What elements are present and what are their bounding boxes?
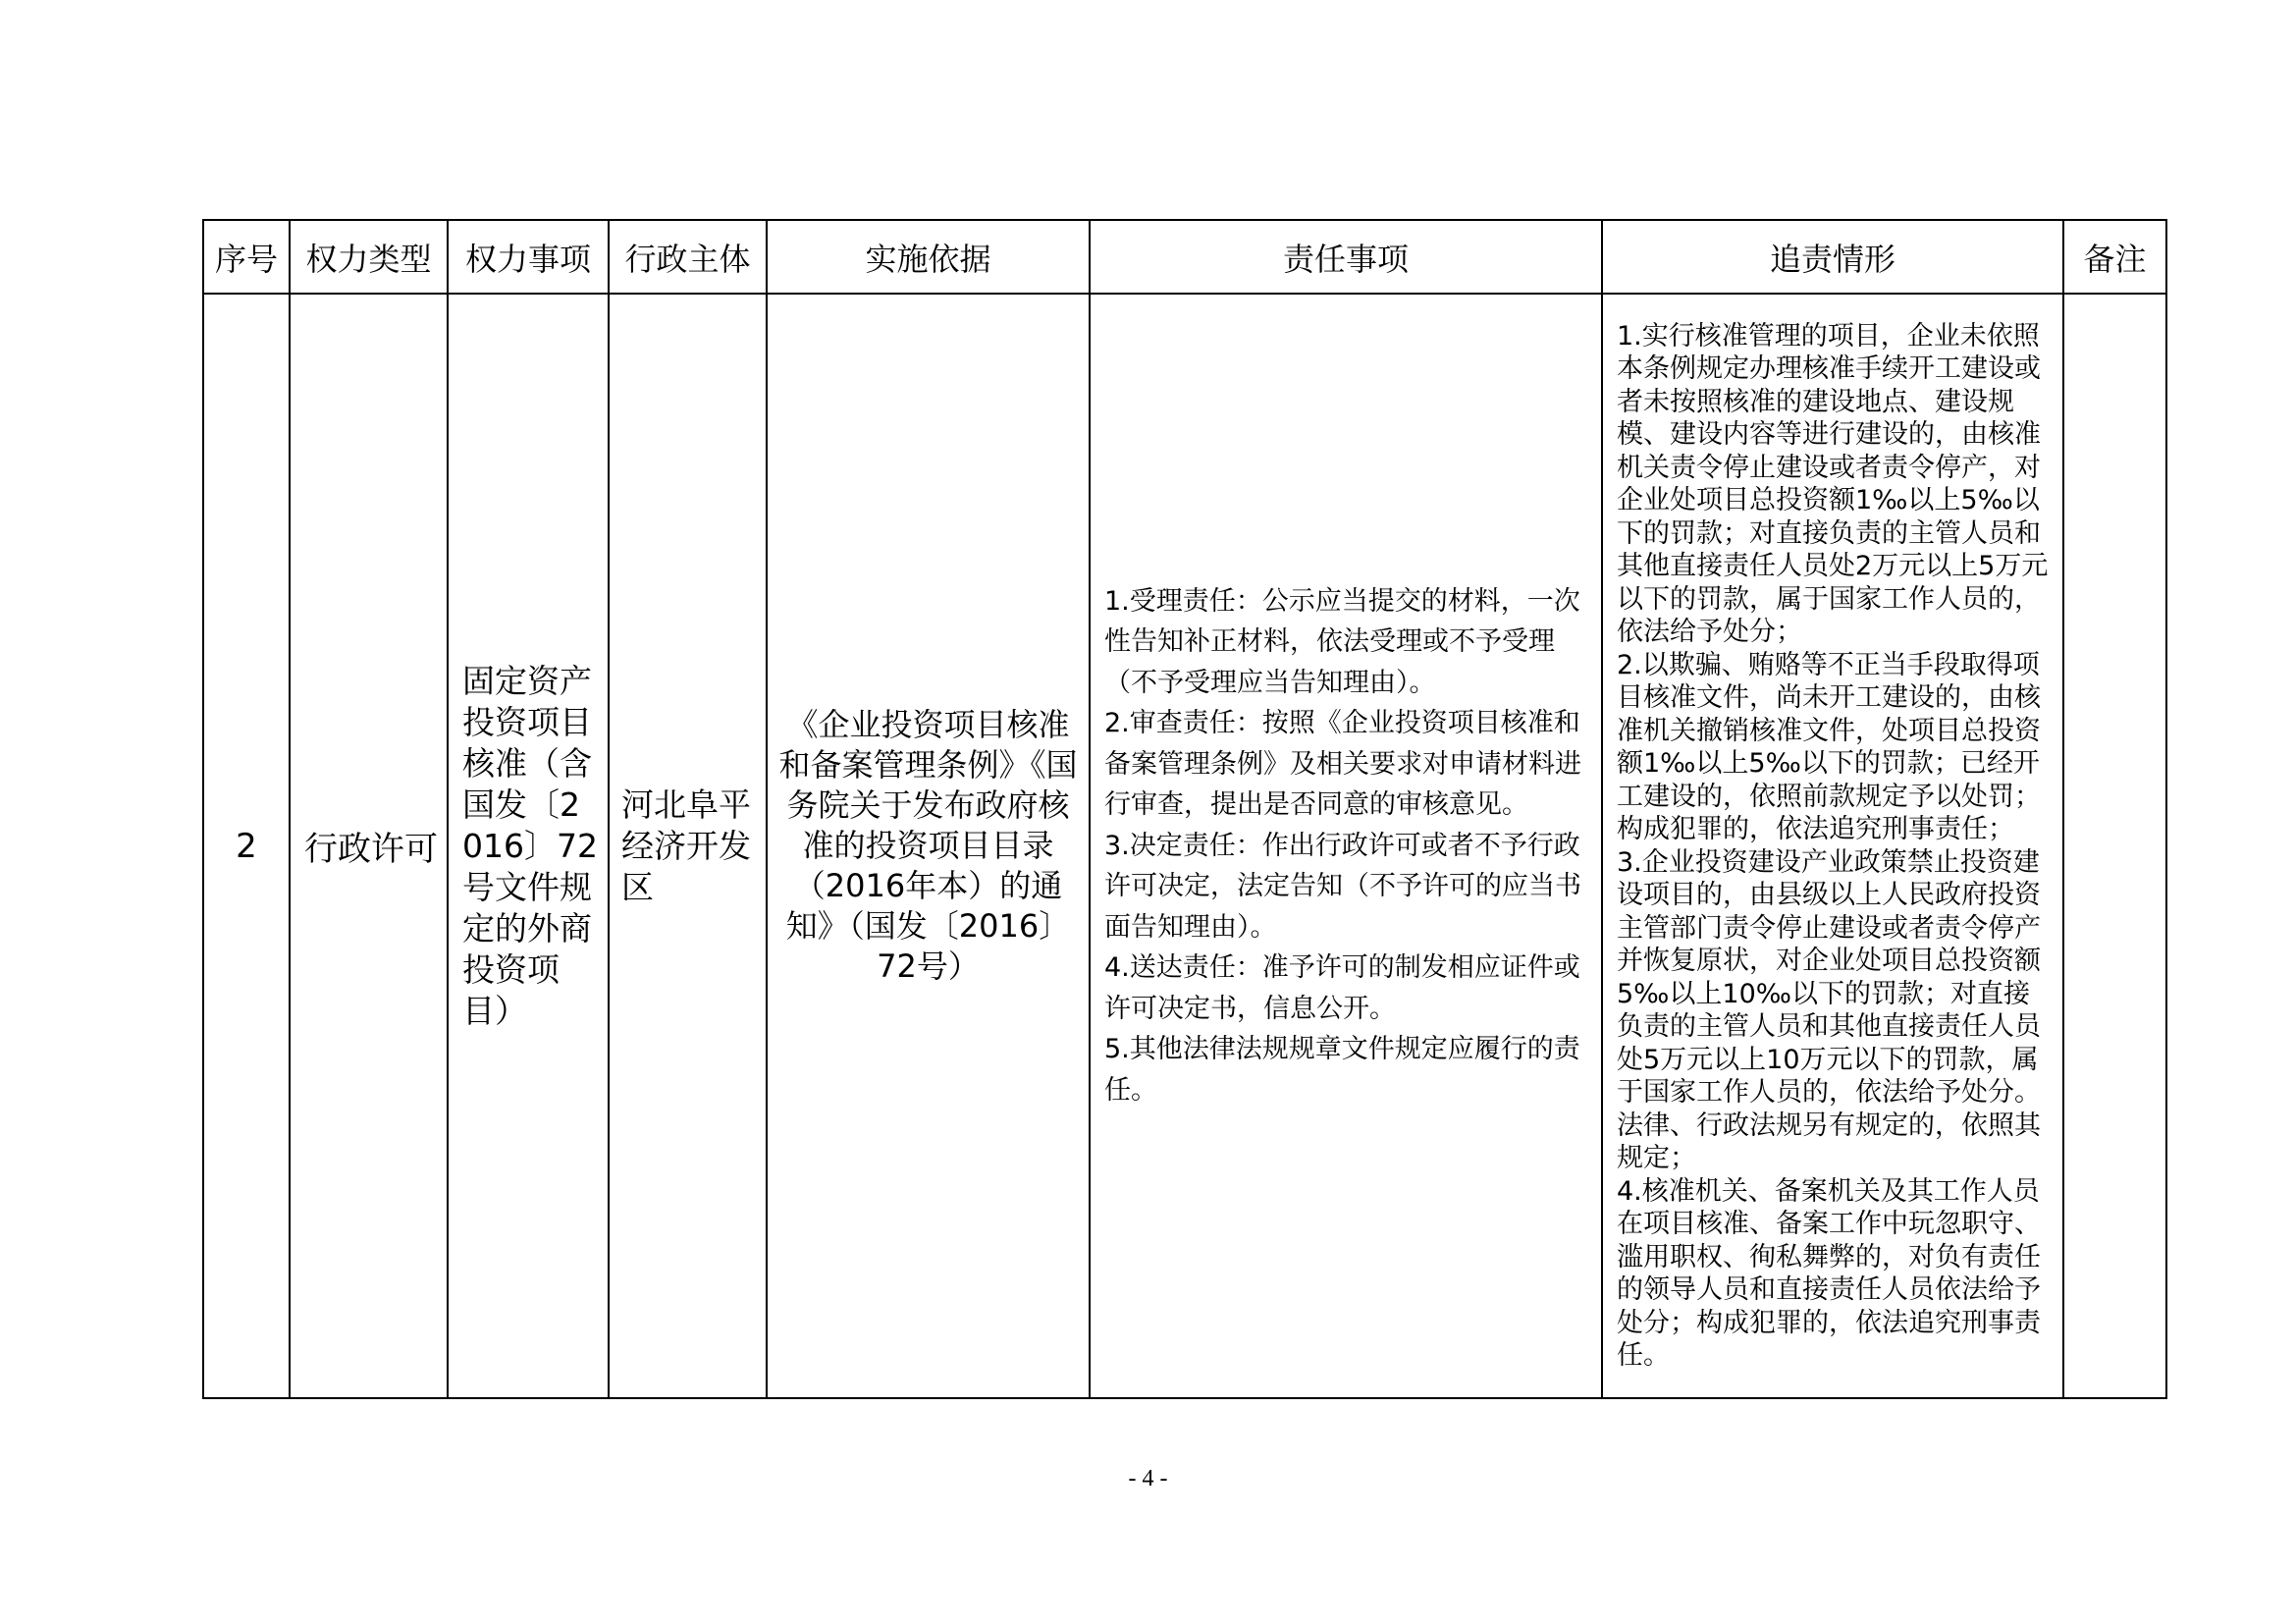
page-number: - 4 - xyxy=(1128,1466,1168,1491)
header-remark: 备注 xyxy=(2063,220,2166,294)
accountability-item: 3.企业投资建设产业政策禁止投资建设项目的，由县级以上人民政府投资主管部门责令停止建设或者责令停产并恢复原状，对企业处项目总投资额5‰以上10‰以下的罚款；对直接负责的主管人员和其他直接责任人员处5万元以上10万元以下的罚款，属于国家工作人员的，依法给予处分。法律、行政法规另有规定的，依照其规定； xyxy=(1617,846,2041,1173)
cell-accountability xyxy=(1602,294,2063,1398)
table-header-row xyxy=(203,220,2166,294)
power-list-table xyxy=(202,219,2167,1399)
header-accountability: 追责情形 xyxy=(1602,220,2063,294)
cell-power-item: 固定资产投资项目核准（含国发〔2016〕72号文件规定的外商投资项目） xyxy=(448,294,609,1398)
header-power-type: 权力类型 xyxy=(290,220,448,294)
duty-item: 1.受理责任：公示应当提交的材料，一次性告知补正材料，依法受理或不予受理（不予受理应当告知理由）。 xyxy=(1104,585,1580,698)
cell-remark xyxy=(2063,294,2166,1398)
duty-item: 5.其他法律法规规章文件规定应履行的责任。 xyxy=(1104,1034,1580,1106)
header-seq: 序号 xyxy=(203,220,290,294)
cell-duties xyxy=(1090,294,1602,1398)
header-legal-basis: 实施依据 xyxy=(767,220,1090,294)
table-row xyxy=(203,294,2166,1398)
duty-item: 3.决定责任：作出行政许可或者不予行政许可决定，法定告知（不予许可的应当书面告知理由）。 xyxy=(1104,830,1581,943)
cell-admin-subject: 河北阜平经济开发区 xyxy=(609,294,767,1398)
accountability-item: 4.核准机关、备案机关及其工作人员在项目核准、备案工作中玩忽职守、滥用职权、徇私舞弊的，对负有责任的领导人员和直接责任人员依法给予处分；构成犯罪的，依法追究刑事责任。 xyxy=(1617,1175,2041,1371)
cell-legal-basis: 《企业投资项目核准和备案管理条例》《国务院关于发布政府核准的投资项目目录（2016年本）的通知》（国发〔2016〕72号） xyxy=(767,294,1090,1398)
duty-item: 2.审查责任：按照《企业投资项目核准和备案管理条例》及相关要求对申请材料进行审查，提出是否同意的审核意见。 xyxy=(1104,708,1581,821)
duty-item: 4.送达责任：准予许可的制发相应证件或许可决定书，信息公开。 xyxy=(1104,952,1580,1024)
accountability-item: 1.实行核准管理的项目，企业未依照本条例规定办理核准手续开工建设或者未按照核准的建设地点、建设规模、建设内容等进行建设的，由核准机关责令停止建设或者责令停产，对企业处项目总投资额1‰以上5‰以下的罚款；对直接负责的主管人员和其他直接责任人员处2万元以上5万元以下的罚款，属于国家工作人员的，依法给予处分； xyxy=(1617,320,2049,647)
header-power-item: 权力事项 xyxy=(448,220,609,294)
cell-seq: 2 xyxy=(203,294,290,1398)
cell-power-type: 行政许可 xyxy=(290,294,448,1398)
header-duties: 责任事项 xyxy=(1090,220,1602,294)
header-admin-subject: 行政主体 xyxy=(609,220,767,294)
accountability-item: 2.以欺骗、贿赂等不正当手段取得项目核准文件，尚未开工建设的，由核准机关撤销核准文件，处项目总投资额1‰以上5‰以下的罚款；已经开工建设的，依照前款规定予以处罚；构成犯罪的，依法追究刑事责任； xyxy=(1617,649,2041,844)
